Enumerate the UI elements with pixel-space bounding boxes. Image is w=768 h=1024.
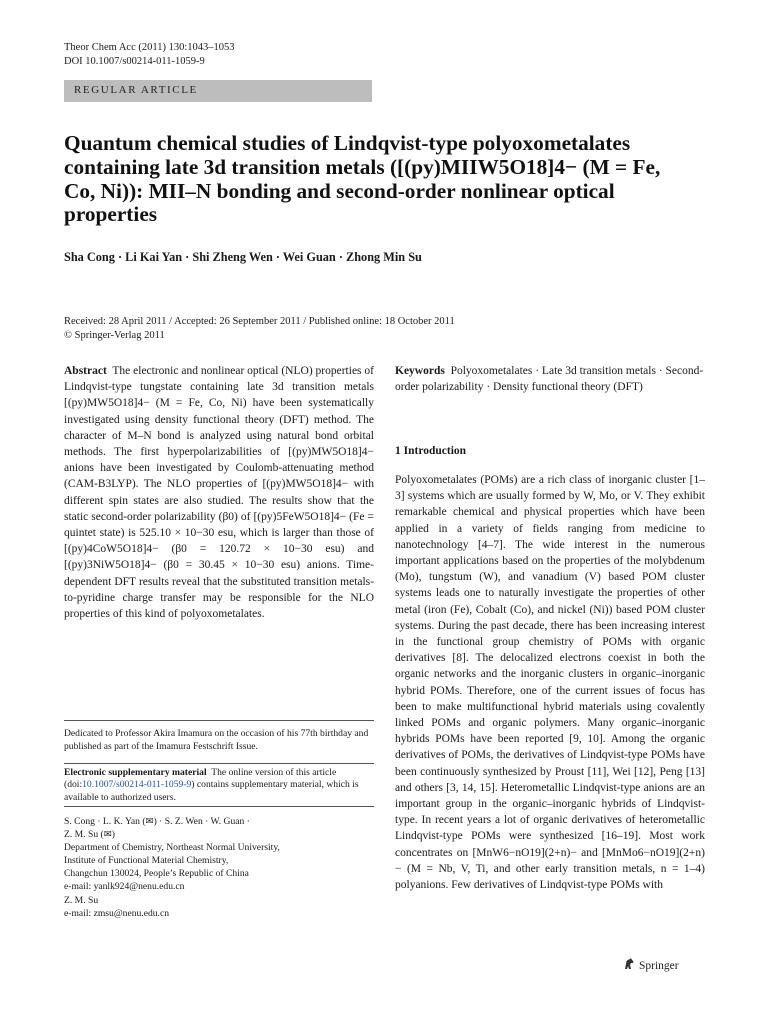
- doi-line: DOI 10.1007/s00214-011-1059-9: [64, 56, 205, 67]
- affiliation-names-cont: Z. M. Su (✉): [64, 829, 115, 840]
- article-title: Quantum chemical studies of Lindqvist-type polyoxometalates containing late 3d transition metals ([(py)MIIW5O18]4− (M = Fe, Co, Ni)): MII–N bonding and second-order nonlinear optical properties: [64, 131, 661, 227]
- supplementary-note: [64, 767, 374, 804]
- springer-horse-icon: [622, 957, 636, 971]
- footnote-divider: [64, 763, 374, 764]
- article-type-label: REGULAR ARTICLE: [74, 84, 198, 96]
- history-dates: Received: 28 April 2011 / Accepted: 26 September 2011 / Published online: 18 October 2011: [64, 316, 455, 327]
- affiliation-institute: Institute of Functional Material Chemistry,: [64, 855, 229, 866]
- affiliation-names: S. Cong · L. K. Yan (✉) · S. Z. Wen · W. Guan ·: [64, 816, 250, 827]
- esm-doi-link[interactable]: 10.1007/s00214-011-1059-9: [82, 779, 192, 791]
- affiliation-address: Changchun 130024, People’s Republic of China: [64, 868, 249, 879]
- introduction-body: [395, 472, 705, 893]
- publisher-mark: [622, 957, 679, 972]
- publication-dates: [64, 315, 704, 343]
- affiliation-email[interactable]: e-mail: zmsu@nenu.edu.cn: [64, 908, 170, 919]
- author-list: Sha Cong · Li Kai Yan · Shi Zheng Wen · Wei Guan · Zhong Min Su: [64, 250, 422, 264]
- keywords: [395, 363, 705, 395]
- footnote-divider: [64, 806, 374, 807]
- esm-text-after: ) contains supplementary material, which is available to authorized users.: [64, 779, 359, 803]
- esm-label: Electronic supplementary material: [64, 767, 207, 778]
- affiliation-block: [64, 815, 374, 893]
- dedication-note: Dedicated to Professor Akira Imamura on the occasion of his 77th birthday and published as part of the Imamura Festschrift Issue.: [64, 728, 369, 752]
- abstract-text: The electronic and nonlinear optical (NLO) properties of Lindqvist-type tungstate containing late 3d transition metals [(py)MW5O18]4− (M = Fe, Co, Ni) have been systematically investigated using density functional theory (DFT) method. The character of M–N bond is analyzed using natural bond orbital methods. The first hyperpolarizabilities of [(py)MW5O18]4− anions have been investigated by Coulomb-attenuating method (CAM-B3LYP). The NLO properties of [(py)MW5O18]4− with different spin states are also studied. The results show that the static second-order polarizability (β0) of [(py)5FeW5O18]4− (Fe = quintet state) is 525.10 × 10−30 esu, which is larger than those of [(py)4CoW5O18]4− (β0 = 120.72 × 10−30 esu) and [(py)3NiW5O18]4− (β0 = 30.45 × 10−30 esu) anions. Time-dependent DFT results reveal that the substituted transition metals-to-pyridine charge transfer may be responsible for the NLO properties of this kind of polyoxometalates.: [64, 365, 374, 621]
- section-heading: 1 Introduction: [395, 445, 467, 457]
- affiliation-block-2: [64, 894, 374, 920]
- affiliation-email[interactable]: e-mail: yanlk924@nenu.edu.cn: [64, 881, 185, 892]
- affiliation-department: Department of Chemistry, Northeast Normal University,: [64, 842, 280, 853]
- copyright: © Springer-Verlag 2011: [64, 330, 165, 341]
- journal-citation: Theor Chem Acc (2011) 130:1043–1053: [64, 42, 235, 53]
- publisher-name: Springer: [639, 960, 679, 972]
- abstract-label: Abstract: [64, 365, 107, 377]
- article-type-banner: [64, 80, 372, 102]
- keywords-label: Keywords: [395, 365, 445, 377]
- abstract: [64, 363, 374, 622]
- introduction-paragraph: Polyoxometalates (POMs) are a rich class of inorganic cluster [1–3] systems which are usually formed by W, Mo, or V. They exhibit remarkable chemical and physical properties which have been applied in a variety of fields ranging from medicine to nanotechnology [4–7]. The wide interest in the numerous important applications based on the properties of the molybdenum (Mo), tungstum (W), and vanadium (V) based POM cluster systems leads one to naturally investigate the properties of other metal (iron (Fe), Cobalt (Co), and nickel (Ni)) based POM cluster systems. During the past decade, there has been increasing interest in the functional group chemistry of POMs with organic derivatives [8]. The delocalized electrons coexist in both the organic networks and the inorganic clusters in organic–inorganic hybrid POMs. Therefore, one of the current issues of focus has been to make multifunctional hybrid materials using covalently linked POMs and organic polymers. Many organic–inorganic hybrids POMs have been reported [9, 10]. Among the organic derivatives of POMs, the derivatives of Lindqvist-type POMs have been continuously synthesized by Proust [11], Wei [12], Peng [13] and others [3, 14, 15]. Heterometallic Lindqvist-type anions are an important group in the organic–inorganic hybrids of Lindqvist-type. In recent years a lot of organic derivatives of heterometallic Lindqvist-type POMs were synthesized [16–19]. Most work concentrates on [MnW6−nO19](2+n)− and [MnMo6−nO19](2+n)− (M = Nb, V, Ti, and other early transition metals, n = 1–4) polyanions. Few derivatives of Lindqvist-type POMs with: [395, 474, 705, 892]
- esm-text-before: The online version of this article (doi:: [64, 767, 337, 791]
- affiliation-name: Z. M. Su: [64, 895, 99, 906]
- keywords-text: Polyoxometalates · Late 3d transition metals · Second-order polarizability · Density functional theory (DFT): [395, 365, 704, 393]
- footnote-divider: [64, 720, 374, 721]
